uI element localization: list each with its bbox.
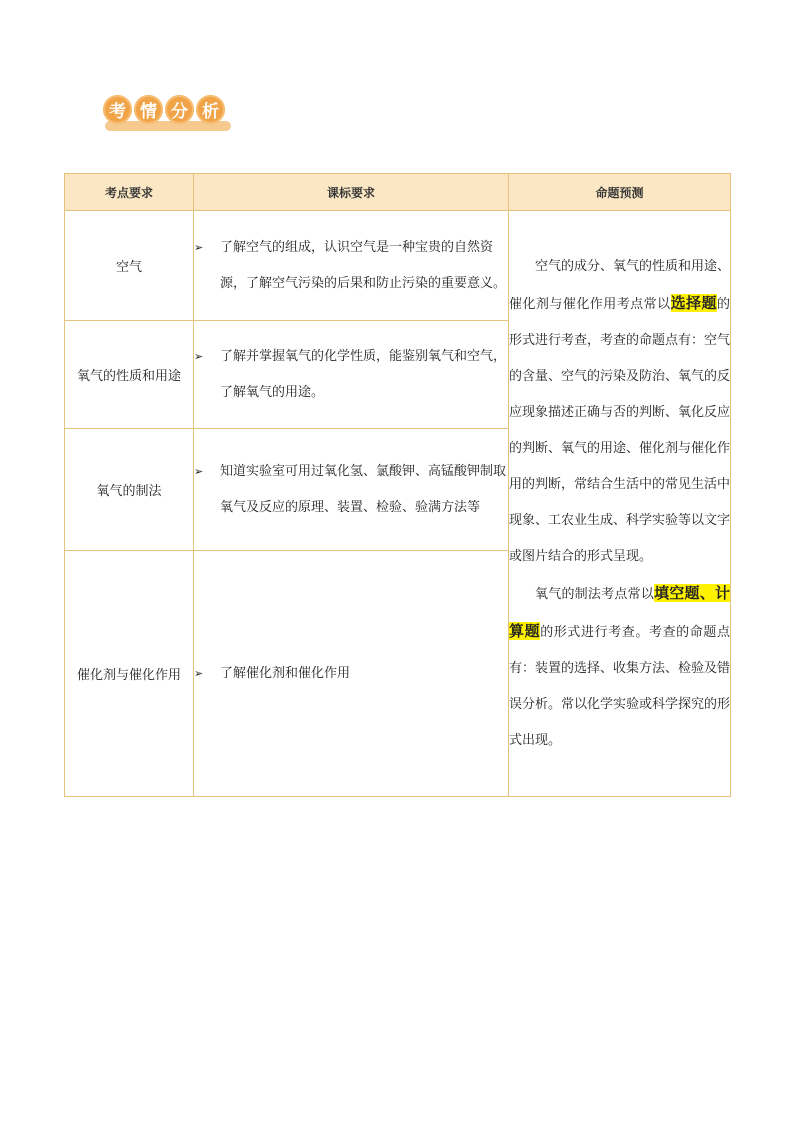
prediction-paragraph: 氧气的制法考点常以填空题、计算题的形式进行考查。考查的命题点有：装置的选择、收集方法、检验及错误分析。常以化学实验或科学探究的形式出现。 — [509, 583, 731, 748]
standard-text: 了解并掌握氧气的化学性质，能鉴别氧气和空气，了解氧气的用途。 — [220, 348, 507, 400]
header-standard: 课标要求 — [194, 174, 509, 211]
standard-cell — [194, 211, 509, 321]
arrow-bullet-icon: ➢ — [194, 464, 204, 478]
topic-cell: 催化剂与催化作用 — [65, 551, 194, 797]
title-char: 分 — [165, 95, 194, 124]
title-char: 考 — [103, 95, 132, 124]
standard-text: 知道实验室可用过氧化氢、氯酸钾、高锰酸钾制取氧气及反应的原理、装置、检验、验满方法等 — [220, 463, 507, 515]
highlight-text: 选择题 — [670, 293, 717, 312]
highlight-text: 填空题、计算题 — [509, 583, 730, 640]
prediction-cell — [509, 211, 731, 797]
standard-cell — [194, 551, 509, 797]
table-header-row — [65, 174, 731, 211]
arrow-bullet-icon: ➢ — [194, 240, 204, 254]
topic-cell: 氧气的性质和用途 — [65, 321, 194, 429]
topic-cell: 氧气的制法 — [65, 429, 194, 551]
section-title-badge — [103, 95, 225, 129]
standard-cell — [194, 321, 509, 429]
title-char: 情 — [134, 95, 163, 124]
arrow-bullet-icon: ➢ — [194, 666, 204, 680]
standard-cell — [194, 429, 509, 551]
title-char: 析 — [196, 95, 225, 124]
table-row — [65, 211, 731, 321]
arrow-bullet-icon: ➢ — [194, 349, 204, 363]
prediction-paragraph: 空气的成分、氧气的性质和用途、催化剂与催化作用考点常以选择题的形式进行考查，考查的命题点有：空气的含量、空气的污染及防治、氧气的反应现象描述正确与否的判断、氧化反应的判断、氧气的用途、催化剂与催化作用的判断，常结合生活中的常见生活中现象、工农业生成、科学实验等以文字或图片结合的形式呈现。 — [509, 258, 731, 564]
standard-text: 了解催化剂和催化作用 — [220, 665, 351, 681]
standard-text: 了解空气的组成，认识空气是一种宝贵的自然资源，了解空气污染的后果和防止污染的重要意义。 — [220, 239, 507, 291]
topic-cell: 空气 — [65, 211, 194, 321]
exam-analysis-table — [64, 173, 731, 797]
header-prediction: 命题预测 — [509, 174, 731, 211]
header-topic: 考点要求 — [65, 174, 194, 211]
